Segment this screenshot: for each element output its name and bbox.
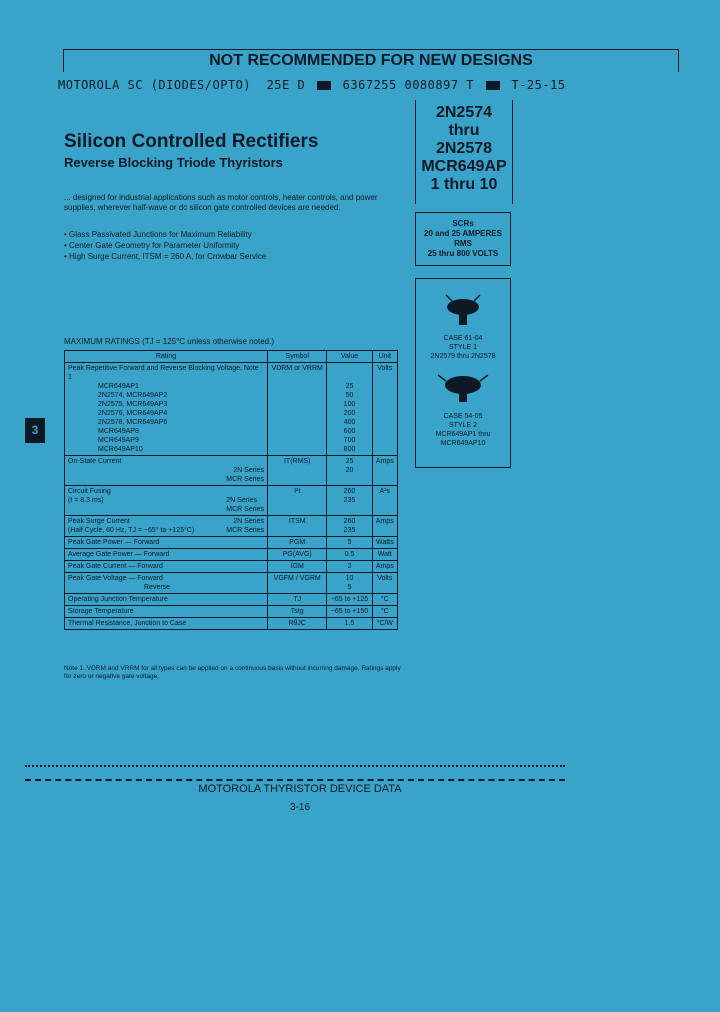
- row-label: Peak Gate Voltage — Forward: [68, 575, 163, 582]
- table-row: [65, 573, 398, 594]
- value: 50: [345, 392, 354, 399]
- device: MCR649AP1: [98, 383, 139, 390]
- row-unit: Volts: [372, 363, 397, 456]
- row-symbol: ITSM: [268, 516, 327, 537]
- part-number: 2N2574: [435, 104, 493, 121]
- part-number: thru: [448, 122, 480, 139]
- scr-line: 20 and 25 AMPERES RMS: [424, 229, 502, 248]
- table-row: [65, 486, 398, 516]
- row-unit: °C: [372, 606, 397, 618]
- scr-line: SCRs: [452, 219, 474, 228]
- page-footer: MOTOROLA THYRISTOR DEVICE DATA: [198, 783, 402, 795]
- page-number: 3-16: [289, 802, 310, 813]
- stamp-block-mark: [317, 81, 331, 90]
- row-unit: A²s: [372, 486, 397, 516]
- row-symbol: I²t: [268, 486, 327, 516]
- table-row: [65, 537, 398, 549]
- row-symbol: IGM: [268, 561, 327, 573]
- part-number: MCR649AP: [421, 158, 507, 175]
- header-symbol: Symbol: [268, 351, 327, 363]
- value: 0.5: [327, 549, 372, 561]
- device: MCR649AP9: [98, 437, 139, 444]
- stamp-tail: T-25-15: [511, 78, 566, 92]
- stud-package-icon: [416, 287, 510, 331]
- value: 10: [345, 575, 354, 582]
- row-label: Peak Repetitive Forward and Reverse Blocking Voltage, Note 1: [68, 365, 259, 381]
- case-parts: MCR649AP1 thru: [435, 431, 491, 438]
- row-label: Operating Junction Temperature: [65, 594, 268, 606]
- value: 235: [343, 527, 356, 534]
- press-fit-package-icon: [416, 365, 510, 409]
- date-code-stamp: [58, 78, 566, 92]
- case-parts: MCR649AP10: [440, 440, 486, 447]
- scr-line: 25 thru 800 VOLTS: [427, 249, 499, 258]
- ratings-table: [64, 350, 398, 630]
- value: 5: [327, 537, 372, 549]
- row-symbol: PGM: [268, 537, 327, 549]
- case-label: CASE 61-04: [443, 335, 483, 342]
- device-list: [68, 382, 264, 454]
- value: 235: [343, 497, 356, 504]
- feature-item: • High Surge Current, ITSM = 260 A, for Crowbar Service: [64, 251, 404, 262]
- device: 2N2578, MCR649AP6: [98, 419, 168, 426]
- footnote: Note 1. VDRM and VRRM for all types can be applied on a continuous basis without incurring damage. Ratings apply for zero or negative gate voltage.: [64, 665, 401, 680]
- sub-label: MCR Series: [226, 476, 264, 483]
- table-row: [65, 549, 398, 561]
- table-row: [65, 363, 398, 456]
- device: 2N2574, MCR649AP2: [98, 392, 168, 399]
- not-recommended-banner: NOT RECOMMENDED FOR NEW DESIGNS: [63, 49, 679, 72]
- device: 2N2576, MCR649AP4: [98, 410, 168, 417]
- value: 25: [345, 383, 354, 390]
- table-row: [65, 561, 398, 573]
- sub-label: 2N Series: [233, 467, 264, 474]
- case-style: STYLE 1: [448, 344, 477, 351]
- description: ... designed for industrial applications such as motor controls, heater controls, and power supplies, wherever half-wave or dc silicon gate controlled devices are needed.: [64, 193, 378, 212]
- stamp-right: 6367255 0080897 T: [342, 78, 474, 92]
- stamp-left: MOTOROLA SC (DIODES/OPTO): [58, 78, 252, 92]
- row-label: Storage Temperature: [65, 606, 268, 618]
- row-label-2: (t = 8.3 ms): [68, 497, 104, 504]
- header-unit: Unit: [372, 351, 397, 363]
- row-unit: Amps: [372, 456, 397, 486]
- row-symbol: VGFM / VGRM: [268, 573, 327, 594]
- value: 2: [327, 561, 372, 573]
- value: −65 to +150: [327, 606, 372, 618]
- header-value: Value: [327, 351, 372, 363]
- value: 25: [345, 458, 354, 465]
- max-ratings-heading: MAXIMUM RATINGS (TJ = 125°C unless otherwise noted.): [64, 337, 275, 346]
- part-number-box: [415, 100, 513, 204]
- package-box: [415, 278, 511, 468]
- value: 1.5: [327, 618, 372, 630]
- feature-item: • Center Gate Geometry for Parameter Uniformity: [64, 240, 404, 251]
- part-number: 1 thru 10: [430, 176, 498, 193]
- value: 800: [343, 446, 356, 453]
- page-subtitle: Reverse Blocking Triode Thyristors: [64, 155, 283, 170]
- part-number: 2N2578: [435, 140, 493, 157]
- sub-label: MCR Series: [226, 527, 264, 534]
- stamp-mid: 25E D: [266, 78, 306, 92]
- value: 400: [343, 419, 356, 426]
- value: 700: [343, 437, 356, 444]
- row-symbol: TJ: [268, 594, 327, 606]
- row-symbol: PG(AVG): [268, 549, 327, 561]
- device: MCR649AP8: [98, 428, 139, 435]
- sub-label: 2N Series: [226, 497, 257, 504]
- row-unit: Watt: [372, 549, 397, 561]
- scan-noise-band: [25, 765, 565, 781]
- row-symbol: Tstg: [268, 606, 327, 618]
- table-row: [65, 606, 398, 618]
- table-row: [65, 594, 398, 606]
- value: 5: [347, 584, 352, 591]
- row-label: Peak Surge Current: [68, 518, 130, 525]
- value: 20: [345, 467, 354, 474]
- row-symbol: VDRM or VRRM: [268, 363, 327, 456]
- table-row: [65, 516, 398, 537]
- row-label: Peak Gate Power — Forward: [65, 537, 268, 549]
- device: 2N2575, MCR649AP3: [98, 401, 168, 408]
- row-symbol: IT(RMS): [268, 456, 327, 486]
- feature-item: • Glass Passivated Junctions for Maximum Reliability: [64, 229, 404, 240]
- row-label: Thermal Resistance, Junction to Case: [65, 618, 268, 630]
- feature-list: [64, 229, 404, 262]
- table-row: [65, 618, 398, 630]
- row-values: [327, 363, 372, 456]
- table-row: [65, 456, 398, 486]
- page-title: Silicon Controlled Rectifiers: [64, 131, 319, 152]
- row-label: Peak Gate Current — Forward: [65, 561, 268, 573]
- row-label: Circuit Fusing: [68, 488, 111, 495]
- row-label-2: (Half Cycle, 60 Hz, TJ = −65° to +125°C): [68, 527, 195, 534]
- case-parts: 2N2579 thru 2N2578: [430, 353, 496, 360]
- row-label: On-State Current: [68, 458, 122, 465]
- row-unit: Volts: [372, 573, 397, 594]
- table-header-row: [65, 351, 398, 363]
- row-label-2: Reverse: [144, 584, 171, 591]
- case-style: STYLE 2: [448, 422, 477, 429]
- value: 260: [343, 488, 356, 495]
- value: 260: [343, 518, 356, 525]
- row-unit: Amps: [372, 561, 397, 573]
- case-label: CASE 54-05: [443, 413, 483, 420]
- row-symbol: RθJC: [268, 618, 327, 630]
- value: 100: [343, 401, 356, 408]
- value: 600: [343, 428, 356, 435]
- value: −65 to +125: [327, 594, 372, 606]
- header-rating: Rating: [65, 351, 268, 363]
- device: MCR649AP10: [98, 446, 143, 453]
- row-unit: Watts: [372, 537, 397, 549]
- row-unit: °C/W: [372, 618, 397, 630]
- row-unit: °C: [372, 594, 397, 606]
- section-tab: 3: [25, 418, 45, 443]
- sub-label: 2N Series: [233, 518, 264, 525]
- sub-label: MCR Series: [226, 506, 264, 513]
- stamp-block-mark-2: [486, 81, 500, 90]
- value: 200: [343, 410, 356, 417]
- row-unit: Amps: [372, 516, 397, 537]
- scr-spec-box: [415, 212, 511, 266]
- row-label: Average Gate Power — Forward: [65, 549, 268, 561]
